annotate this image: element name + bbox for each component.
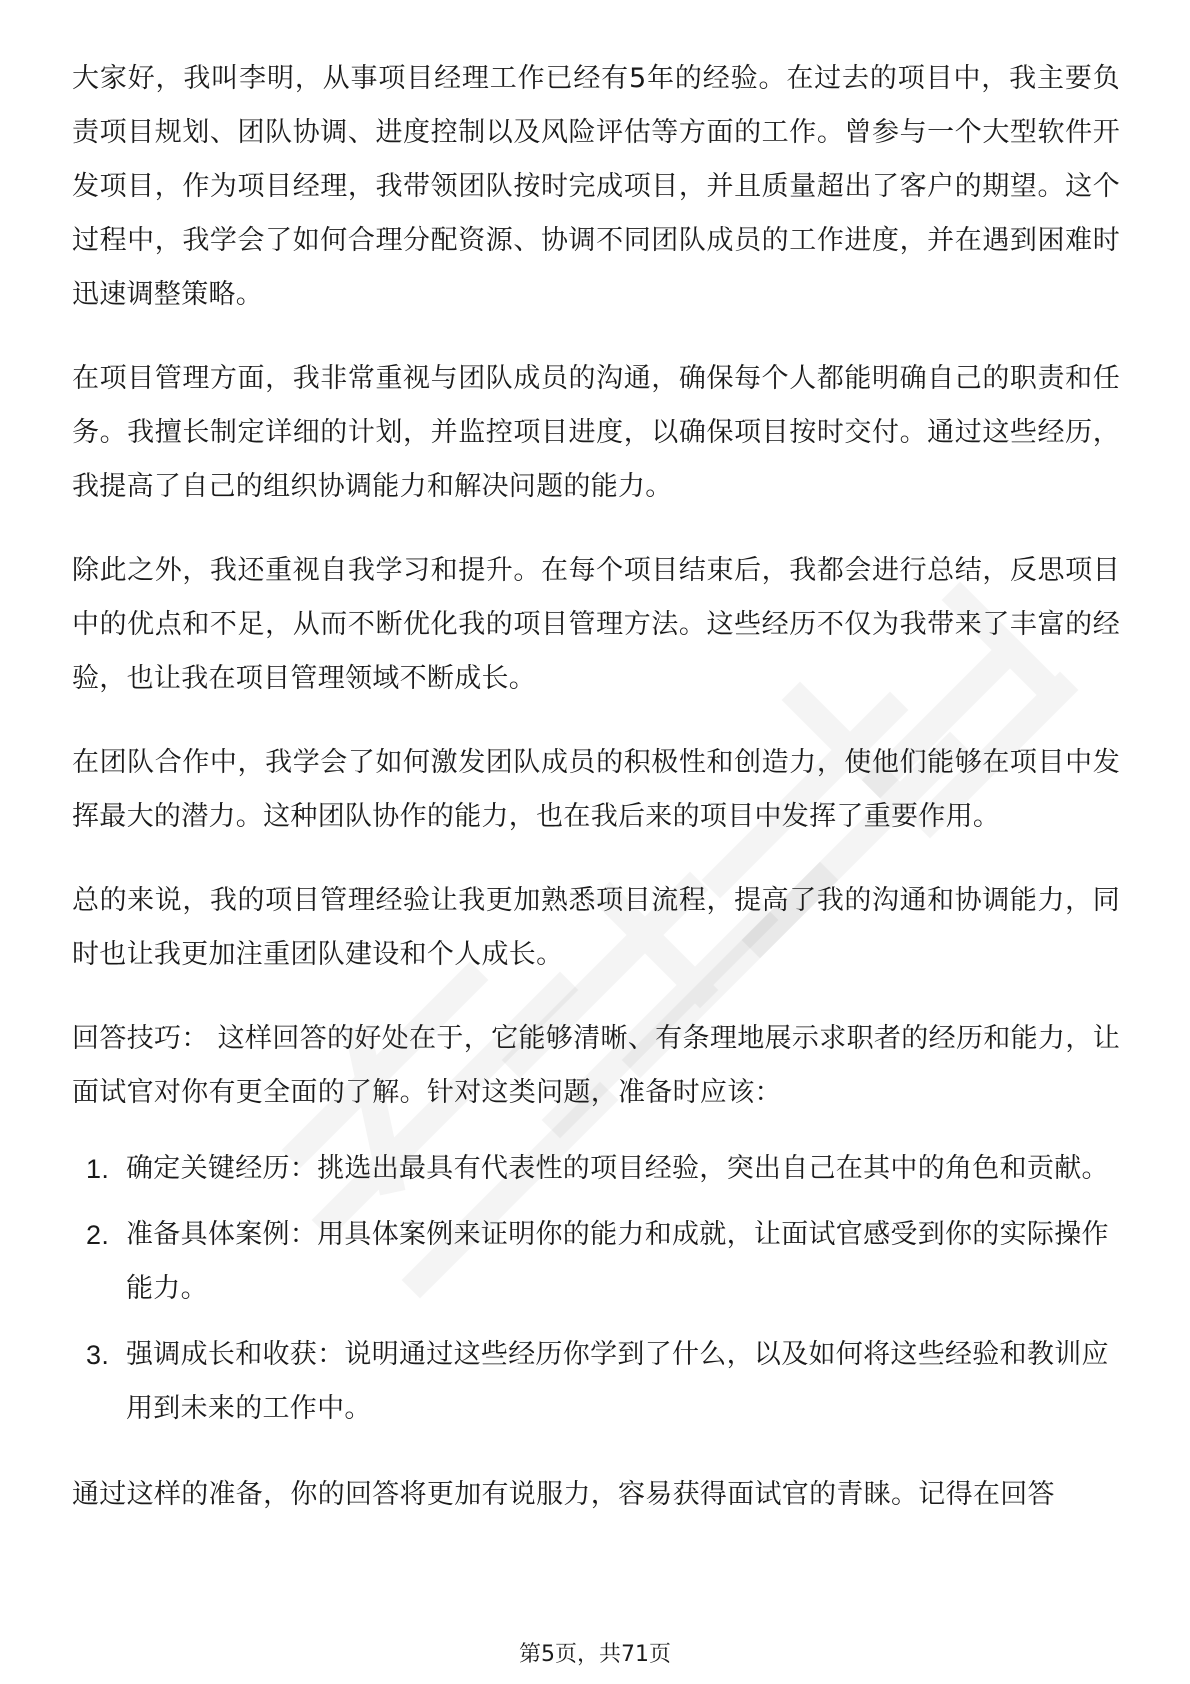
- paragraph-summary: 总的来说，我的项目管理经验让我更加熟悉项目流程，提高了我的沟通和协调能力，同时也让我更加注重团队建设和个人成长。: [72, 885, 1120, 970]
- paragraph-answer-tips: 回答技巧： 这样回答的好处在于，它能够清晰、有条理地展示求职者的经历和能力，让面试官对你有更全面的了解。针对这类问题，准备时应该：: [72, 1023, 1120, 1108]
- list-item: [72, 1208, 1120, 1316]
- paragraph-closing: 通过这样的准备，你的回答将更加有说服力，容易获得面试官的青睐。记得在回答: [72, 1479, 1055, 1510]
- paragraph-learning: 除此之外，我还重视自我学习和提升。在每个项目结束后，我都会进行总结，反思项目中的优点和不足，从而不断优化我的项目管理方法。这些经历不仅为我带来了丰富的经验，也让我在项目管理领域不断成长。: [72, 555, 1120, 694]
- list-item-text: 强调成长和收获：说明通过这些经历你学到了什么，以及如何将这些经验和教训应用到未来的工作中。: [126, 1339, 1109, 1424]
- list-item: [72, 1328, 1120, 1436]
- list-number: 3.: [86, 1340, 110, 1370]
- paragraph-management: 在项目管理方面，我非常重视与团队成员的沟通，确保每个人都能明确自己的职责和任务。我擅长制定详细的计划，并监控项目进度，以确保项目按时交付。通过这些经历，我提高了自己的组织协调能力和解决问题的能力。: [72, 363, 1120, 502]
- document-body: [72, 52, 1120, 1522]
- list-item: [72, 1142, 1120, 1196]
- list-item-text: 准备具体案例：用具体案例来证明你的能力和成就，让面试官感受到你的实际操作能力。: [126, 1219, 1109, 1304]
- page-number-footer: 第5页，共71页: [519, 1642, 671, 1667]
- tips-list: [72, 1142, 1120, 1436]
- paragraph-intro: 大家好，我叫李明，从事项目经理工作已经有5年的经验。在过去的项目中，我主要负责项目规划、团队协调、进度控制以及风险评估等方面的工作。曾参与一个大型软件开发项目，作为项目经理，我带领团队按时完成项目，并且质量超出了客户的期望。这个过程中，我学会了如何合理分配资源、协调不同团队成员的工作进度，并在遇到困难时迅速调整策略。: [72, 63, 1120, 310]
- list-number: 2.: [86, 1220, 110, 1250]
- list-item-text: 确定关键经历：挑选出最具有代表性的项目经验，突出自己在其中的角色和贡献。: [126, 1153, 1109, 1184]
- list-number: 1.: [86, 1154, 110, 1184]
- paragraph-teamwork: 在团队合作中，我学会了如何激发团队成员的积极性和创造力，使他们能够在项目中发挥最大的潜力。这种团队协作的能力，也在我后来的项目中发挥了重要作用。: [72, 747, 1120, 832]
